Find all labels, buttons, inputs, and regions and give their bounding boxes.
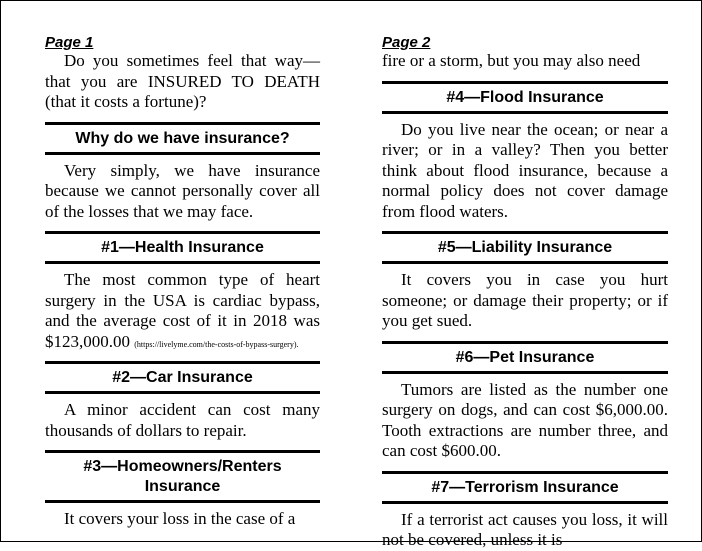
terrorism-insurance-heading: #7—Terrorism Insurance bbox=[382, 471, 668, 504]
page-2-label: Page 2 bbox=[382, 34, 431, 51]
car-insurance-heading: #2—Car Insurance bbox=[45, 361, 320, 394]
health-insurance-heading: #1—Health Insurance bbox=[45, 231, 320, 264]
homeowners-insurance-heading: #3—Homeowners/Renters Insurance bbox=[45, 450, 320, 503]
flood-insurance-paragraph: Do you live near the ocean; or near a river; or in a valley? Then you better think about flood insurance, because a normal policy does not cover damage from flood waters. bbox=[382, 119, 668, 221]
page-1-label: Page 1 bbox=[45, 34, 94, 51]
pet-insurance-heading: #6—Pet Insurance bbox=[382, 341, 668, 374]
terrorism-insurance-paragraph: If a terrorist act causes you loss, it will not be covered, unless it is bbox=[382, 509, 668, 549]
page-1-column bbox=[45, 34, 320, 530]
liability-insurance-paragraph: It covers you in case you hurt someone; or damage their property; or if you get sued. bbox=[382, 270, 668, 330]
liability-insurance-heading: #5—Liability Insurance bbox=[382, 231, 668, 264]
homeowners-insurance-paragraph: It covers your loss in the case of a bbox=[64, 509, 296, 528]
health-insurance-paragraph bbox=[45, 270, 320, 352]
health-insurance-text: The most common type of heart surgery in the USA is cardiac bypass, and the average cost of it in 2018 was $123,000.00 bbox=[45, 270, 320, 351]
why-insurance-paragraph: Very simply, we have insurance because we cannot personally cover all of the losses that we may face. bbox=[45, 160, 320, 221]
flood-insurance-heading: #4—Flood Insurance bbox=[382, 81, 668, 114]
car-insurance-paragraph: A minor accident can cost many thousands of dollars to repair. bbox=[45, 400, 320, 440]
page-2-column bbox=[382, 34, 668, 551]
continued-paragraph: fire or a storm, but you may also need bbox=[382, 51, 641, 70]
pet-insurance-paragraph: Tumors are listed as the number one surgery on dogs, and can cost $6,000.00. Tooth extractions are number three, and can cost $600.00. bbox=[382, 379, 668, 460]
why-insurance-heading: Why do we have insurance? bbox=[45, 122, 320, 155]
intro-paragraph: Do you sometimes feel that way—that you are INSURED TO DEATH (that it costs a fortune)? bbox=[45, 51, 320, 111]
health-insurance-citation: (https://livelyme.com/the-costs-of-bypass-surgery). bbox=[134, 339, 299, 349]
